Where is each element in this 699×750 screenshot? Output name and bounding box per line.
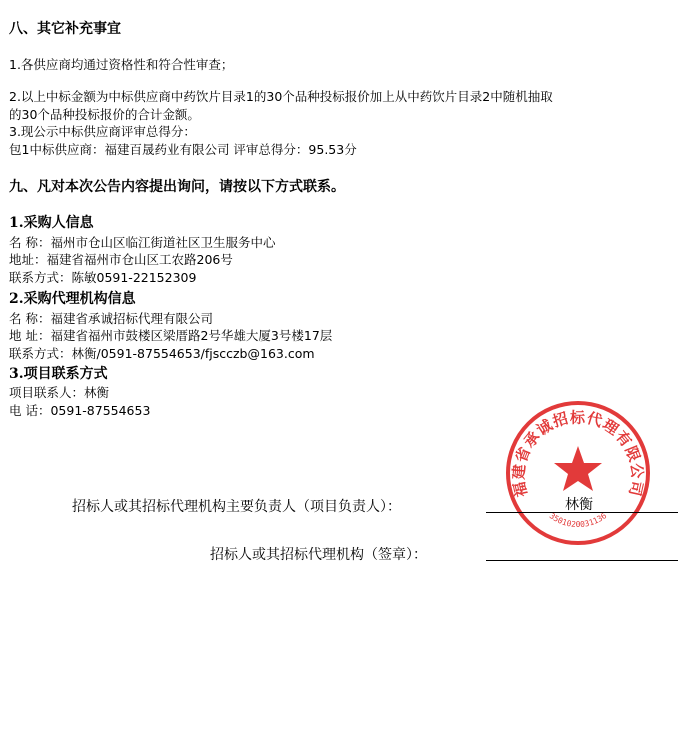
agency-contact: 联系方式：林衡/0591-87554653/fjscczb@163.com	[9, 346, 315, 361]
company-seal	[503, 398, 653, 548]
section8-title: 八、其它补充事宜	[9, 21, 121, 37]
section8-item-2a: 2.以上中标金额为中标供应商中药饮片目录1的30个品种投标报价加上从中药饮片目录2中随机抽取	[9, 89, 553, 104]
buyer-address: 地址：福建省福州市仓山区工农路206号	[9, 252, 233, 267]
section8-item-1: 1.各供应商均通过资格性和符合性审查；	[9, 57, 234, 72]
agency-name: 名 称：福建省承诚招标代理有限公司	[9, 311, 213, 326]
section9-title: 九、凡对本次公告内容提出询问，请按以下方式联系。	[9, 179, 345, 195]
project-phone: 电 话：0591-87554653	[9, 403, 151, 418]
buyer-contact: 联系方式：陈敏0591-22152309	[9, 270, 197, 285]
seal-star-icon	[554, 446, 602, 491]
section8-item-4: 包1中标供应商：福建百晟药业有限公司 评审总得分：95.53分	[9, 142, 357, 157]
responsible-value: 林衡	[565, 497, 593, 513]
seal-label: 招标人或其招标代理机构（签章）：	[210, 547, 427, 563]
section8-item-2b: 的30个品种投标报价的合计金额。	[9, 107, 200, 122]
responsible-signature-line	[486, 512, 678, 513]
buyer-name: 名 称：福州市仓山区临江街道社区卫生服务中心	[9, 235, 276, 250]
seal-code-text: 3501020031136	[547, 511, 609, 530]
section8-item-3: 3.现公示中标供应商评审总得分：	[9, 124, 196, 139]
project-person: 项目联系人：林衡	[9, 385, 110, 400]
project-heading: 3.项目联系方式	[9, 366, 108, 382]
seal-signature-line	[486, 560, 678, 561]
responsible-label: 招标人或其招标代理机构主要负责人（项目负责人）：	[72, 499, 401, 515]
buyer-heading: 1.采购人信息	[9, 215, 94, 231]
agency-address: 地 址：福建省福州市鼓楼区梁厝路2号华雄大厦3号楼17层	[9, 328, 333, 343]
seal-company-text: 福建省承诚招标代理有限公司	[509, 408, 647, 499]
agency-heading: 2.采购代理机构信息	[9, 291, 136, 307]
